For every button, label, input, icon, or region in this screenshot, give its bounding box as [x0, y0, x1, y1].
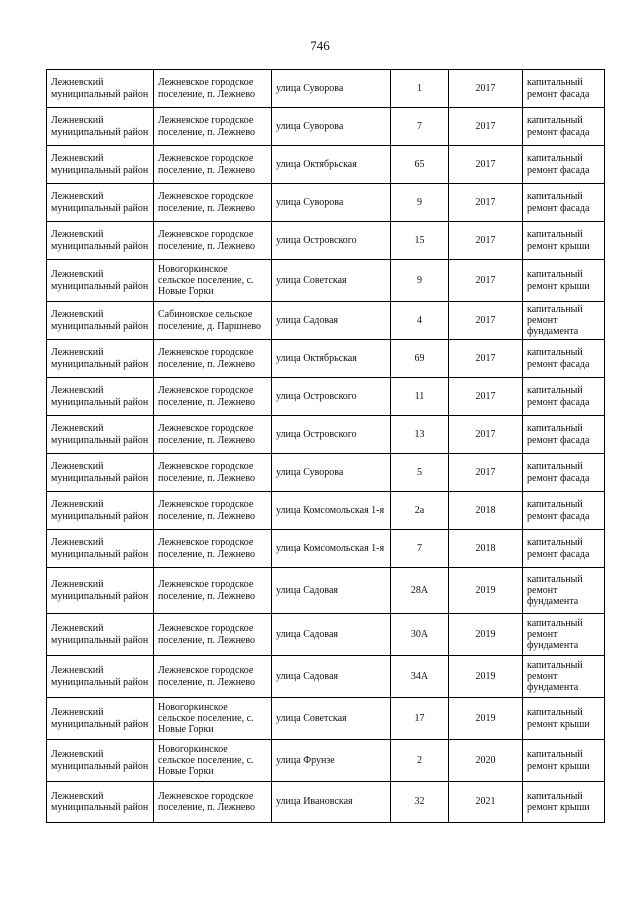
repair-type-cell: капитальный ремонт фасада — [523, 108, 605, 146]
repair-type-cell: капитальный ремонт фасада — [523, 378, 605, 416]
house-number-cell: 7 — [391, 108, 449, 146]
repair-type-cell: капитальный ремонт крыши — [523, 260, 605, 302]
district-cell: Лежневский муниципальный район — [47, 698, 154, 740]
street-cell: улица Островского — [272, 222, 391, 260]
house-number-cell: 65 — [391, 146, 449, 184]
settlement-cell: Новогоркинское сельское поселение, с. Новые Горки — [154, 740, 272, 782]
year-cell: 2017 — [449, 146, 523, 184]
year-cell: 2018 — [449, 492, 523, 530]
district-cell: Лежневский муниципальный район — [47, 782, 154, 823]
district-cell: Лежневский муниципальный район — [47, 492, 154, 530]
house-number-cell: 5 — [391, 454, 449, 492]
year-cell: 2019 — [449, 568, 523, 614]
district-cell: Лежневский муниципальный район — [47, 184, 154, 222]
district-cell: Лежневский муниципальный район — [47, 568, 154, 614]
house-number-cell: 2а — [391, 492, 449, 530]
district-cell: Лежневский муниципальный район — [47, 530, 154, 568]
settlement-cell: Лежневское городское поселение, п. Лежнево — [154, 656, 272, 698]
repair-type-cell: капитальный ремонт фасада — [523, 340, 605, 378]
district-cell: Лежневский муниципальный район — [47, 656, 154, 698]
street-cell: улица Фрунзе — [272, 740, 391, 782]
street-cell: улица Советская — [272, 260, 391, 302]
house-number-cell: 15 — [391, 222, 449, 260]
district-cell: Лежневский муниципальный район — [47, 260, 154, 302]
housing-repair-table — [46, 69, 605, 823]
year-cell: 2017 — [449, 454, 523, 492]
street-cell: улица Комсомольская 1-я — [272, 530, 391, 568]
street-cell: улица Садовая — [272, 568, 391, 614]
table-row — [47, 492, 605, 530]
table-row — [47, 70, 605, 108]
year-cell: 2017 — [449, 416, 523, 454]
year-cell: 2017 — [449, 260, 523, 302]
table-row — [47, 454, 605, 492]
settlement-cell: Лежневское городское поселение, п. Лежнево — [154, 146, 272, 184]
street-cell: улица Садовая — [272, 614, 391, 656]
table-row — [47, 378, 605, 416]
house-number-cell: 2 — [391, 740, 449, 782]
table-row — [47, 302, 605, 340]
repair-type-cell: капитальный ремонт фасада — [523, 530, 605, 568]
year-cell: 2019 — [449, 614, 523, 656]
year-cell: 2017 — [449, 70, 523, 108]
settlement-cell: Лежневское городское поселение, п. Лежнево — [154, 70, 272, 108]
repair-type-cell: капитальный ремонт крыши — [523, 782, 605, 823]
table-row — [47, 146, 605, 184]
house-number-cell: 28А — [391, 568, 449, 614]
page-number: 746 — [310, 38, 330, 53]
year-cell: 2019 — [449, 698, 523, 740]
table-row — [47, 698, 605, 740]
table-row — [47, 782, 605, 823]
house-number-cell: 13 — [391, 416, 449, 454]
repair-type-cell: капитальный ремонт крыши — [523, 222, 605, 260]
district-cell: Лежневский муниципальный район — [47, 378, 154, 416]
district-cell: Лежневский муниципальный район — [47, 302, 154, 340]
house-number-cell: 9 — [391, 184, 449, 222]
house-number-cell: 11 — [391, 378, 449, 416]
street-cell: улица Островского — [272, 378, 391, 416]
year-cell: 2020 — [449, 740, 523, 782]
table-row — [47, 340, 605, 378]
repair-type-cell: капитальный ремонт фасада — [523, 454, 605, 492]
year-cell: 2017 — [449, 222, 523, 260]
district-cell: Лежневский муниципальный район — [47, 146, 154, 184]
settlement-cell: Лежневское городское поселение, п. Лежнево — [154, 782, 272, 823]
table-row — [47, 108, 605, 146]
table-row — [47, 656, 605, 698]
repair-type-cell: капитальный ремонт фасада — [523, 416, 605, 454]
district-cell: Лежневский муниципальный район — [47, 614, 154, 656]
table-row — [47, 260, 605, 302]
year-cell: 2017 — [449, 378, 523, 416]
house-number-cell: 4 — [391, 302, 449, 340]
repair-type-cell: капитальный ремонт фасада — [523, 184, 605, 222]
table-body — [47, 70, 605, 823]
street-cell: улица Островского — [272, 416, 391, 454]
table-row — [47, 530, 605, 568]
settlement-cell: Лежневское городское поселение, п. Лежнево — [154, 108, 272, 146]
district-cell: Лежневский муниципальный район — [47, 70, 154, 108]
repair-type-cell: капитальный ремонт фасада — [523, 146, 605, 184]
repair-type-cell: капитальный ремонт фасада — [523, 70, 605, 108]
street-cell: улица Октябрьская — [272, 340, 391, 378]
table-row — [47, 184, 605, 222]
house-number-cell: 17 — [391, 698, 449, 740]
settlement-cell: Сабиновское сельское поселение, д. Паршнево — [154, 302, 272, 340]
repair-type-cell: капитальный ремонт крыши — [523, 740, 605, 782]
year-cell: 2017 — [449, 302, 523, 340]
street-cell: улица Суворова — [272, 184, 391, 222]
settlement-cell: Новогоркинское сельское поселение, с. Новые Горки — [154, 260, 272, 302]
repair-type-cell: капитальный ремонт фундамента — [523, 302, 605, 340]
house-number-cell: 7 — [391, 530, 449, 568]
house-number-cell: 69 — [391, 340, 449, 378]
street-cell: улица Садовая — [272, 656, 391, 698]
house-number-cell: 1 — [391, 70, 449, 108]
repair-type-cell: капитальный ремонт фундамента — [523, 614, 605, 656]
repair-type-cell: капитальный ремонт фасада — [523, 492, 605, 530]
settlement-cell: Лежневское городское поселение, п. Лежнево — [154, 184, 272, 222]
street-cell: улица Суворова — [272, 454, 391, 492]
street-cell: улица Советская — [272, 698, 391, 740]
street-cell: улица Суворова — [272, 70, 391, 108]
repair-type-cell: капитальный ремонт фундамента — [523, 568, 605, 614]
house-number-cell: 30А — [391, 614, 449, 656]
table-row — [47, 416, 605, 454]
settlement-cell: Лежневское городское поселение, п. Лежнево — [154, 614, 272, 656]
street-cell: улица Октябрьская — [272, 146, 391, 184]
table-row — [47, 222, 605, 260]
repair-type-cell: капитальный ремонт фундамента — [523, 656, 605, 698]
house-number-cell: 34А — [391, 656, 449, 698]
table-row — [47, 614, 605, 656]
settlement-cell: Лежневское городское поселение, п. Лежнево — [154, 568, 272, 614]
settlement-cell: Лежневское городское поселение, п. Лежнево — [154, 340, 272, 378]
street-cell: улица Садовая — [272, 302, 391, 340]
table-row — [47, 568, 605, 614]
settlement-cell: Лежневское городское поселение, п. Лежнево — [154, 492, 272, 530]
year-cell: 2017 — [449, 340, 523, 378]
district-cell: Лежневский муниципальный район — [47, 222, 154, 260]
settlement-cell: Новогоркинское сельское поселение, с. Новые Горки — [154, 698, 272, 740]
year-cell: 2018 — [449, 530, 523, 568]
street-cell: улица Суворова — [272, 108, 391, 146]
settlement-cell: Лежневское городское поселение, п. Лежнево — [154, 530, 272, 568]
house-number-cell: 9 — [391, 260, 449, 302]
district-cell: Лежневский муниципальный район — [47, 340, 154, 378]
settlement-cell: Лежневское городское поселение, п. Лежнево — [154, 416, 272, 454]
house-number-cell: 32 — [391, 782, 449, 823]
district-cell: Лежневский муниципальный район — [47, 108, 154, 146]
table-row — [47, 740, 605, 782]
settlement-cell: Лежневское городское поселение, п. Лежнево — [154, 378, 272, 416]
street-cell: улица Ивановская — [272, 782, 391, 823]
year-cell: 2021 — [449, 782, 523, 823]
repair-type-cell: капитальный ремонт крыши — [523, 698, 605, 740]
district-cell: Лежневский муниципальный район — [47, 740, 154, 782]
settlement-cell: Лежневское городское поселение, п. Лежнево — [154, 454, 272, 492]
year-cell: 2019 — [449, 656, 523, 698]
street-cell: улица Комсомольская 1-я — [272, 492, 391, 530]
district-cell: Лежневский муниципальный район — [47, 416, 154, 454]
district-cell: Лежневский муниципальный район — [47, 454, 154, 492]
year-cell: 2017 — [449, 108, 523, 146]
year-cell: 2017 — [449, 184, 523, 222]
settlement-cell: Лежневское городское поселение, п. Лежнево — [154, 222, 272, 260]
